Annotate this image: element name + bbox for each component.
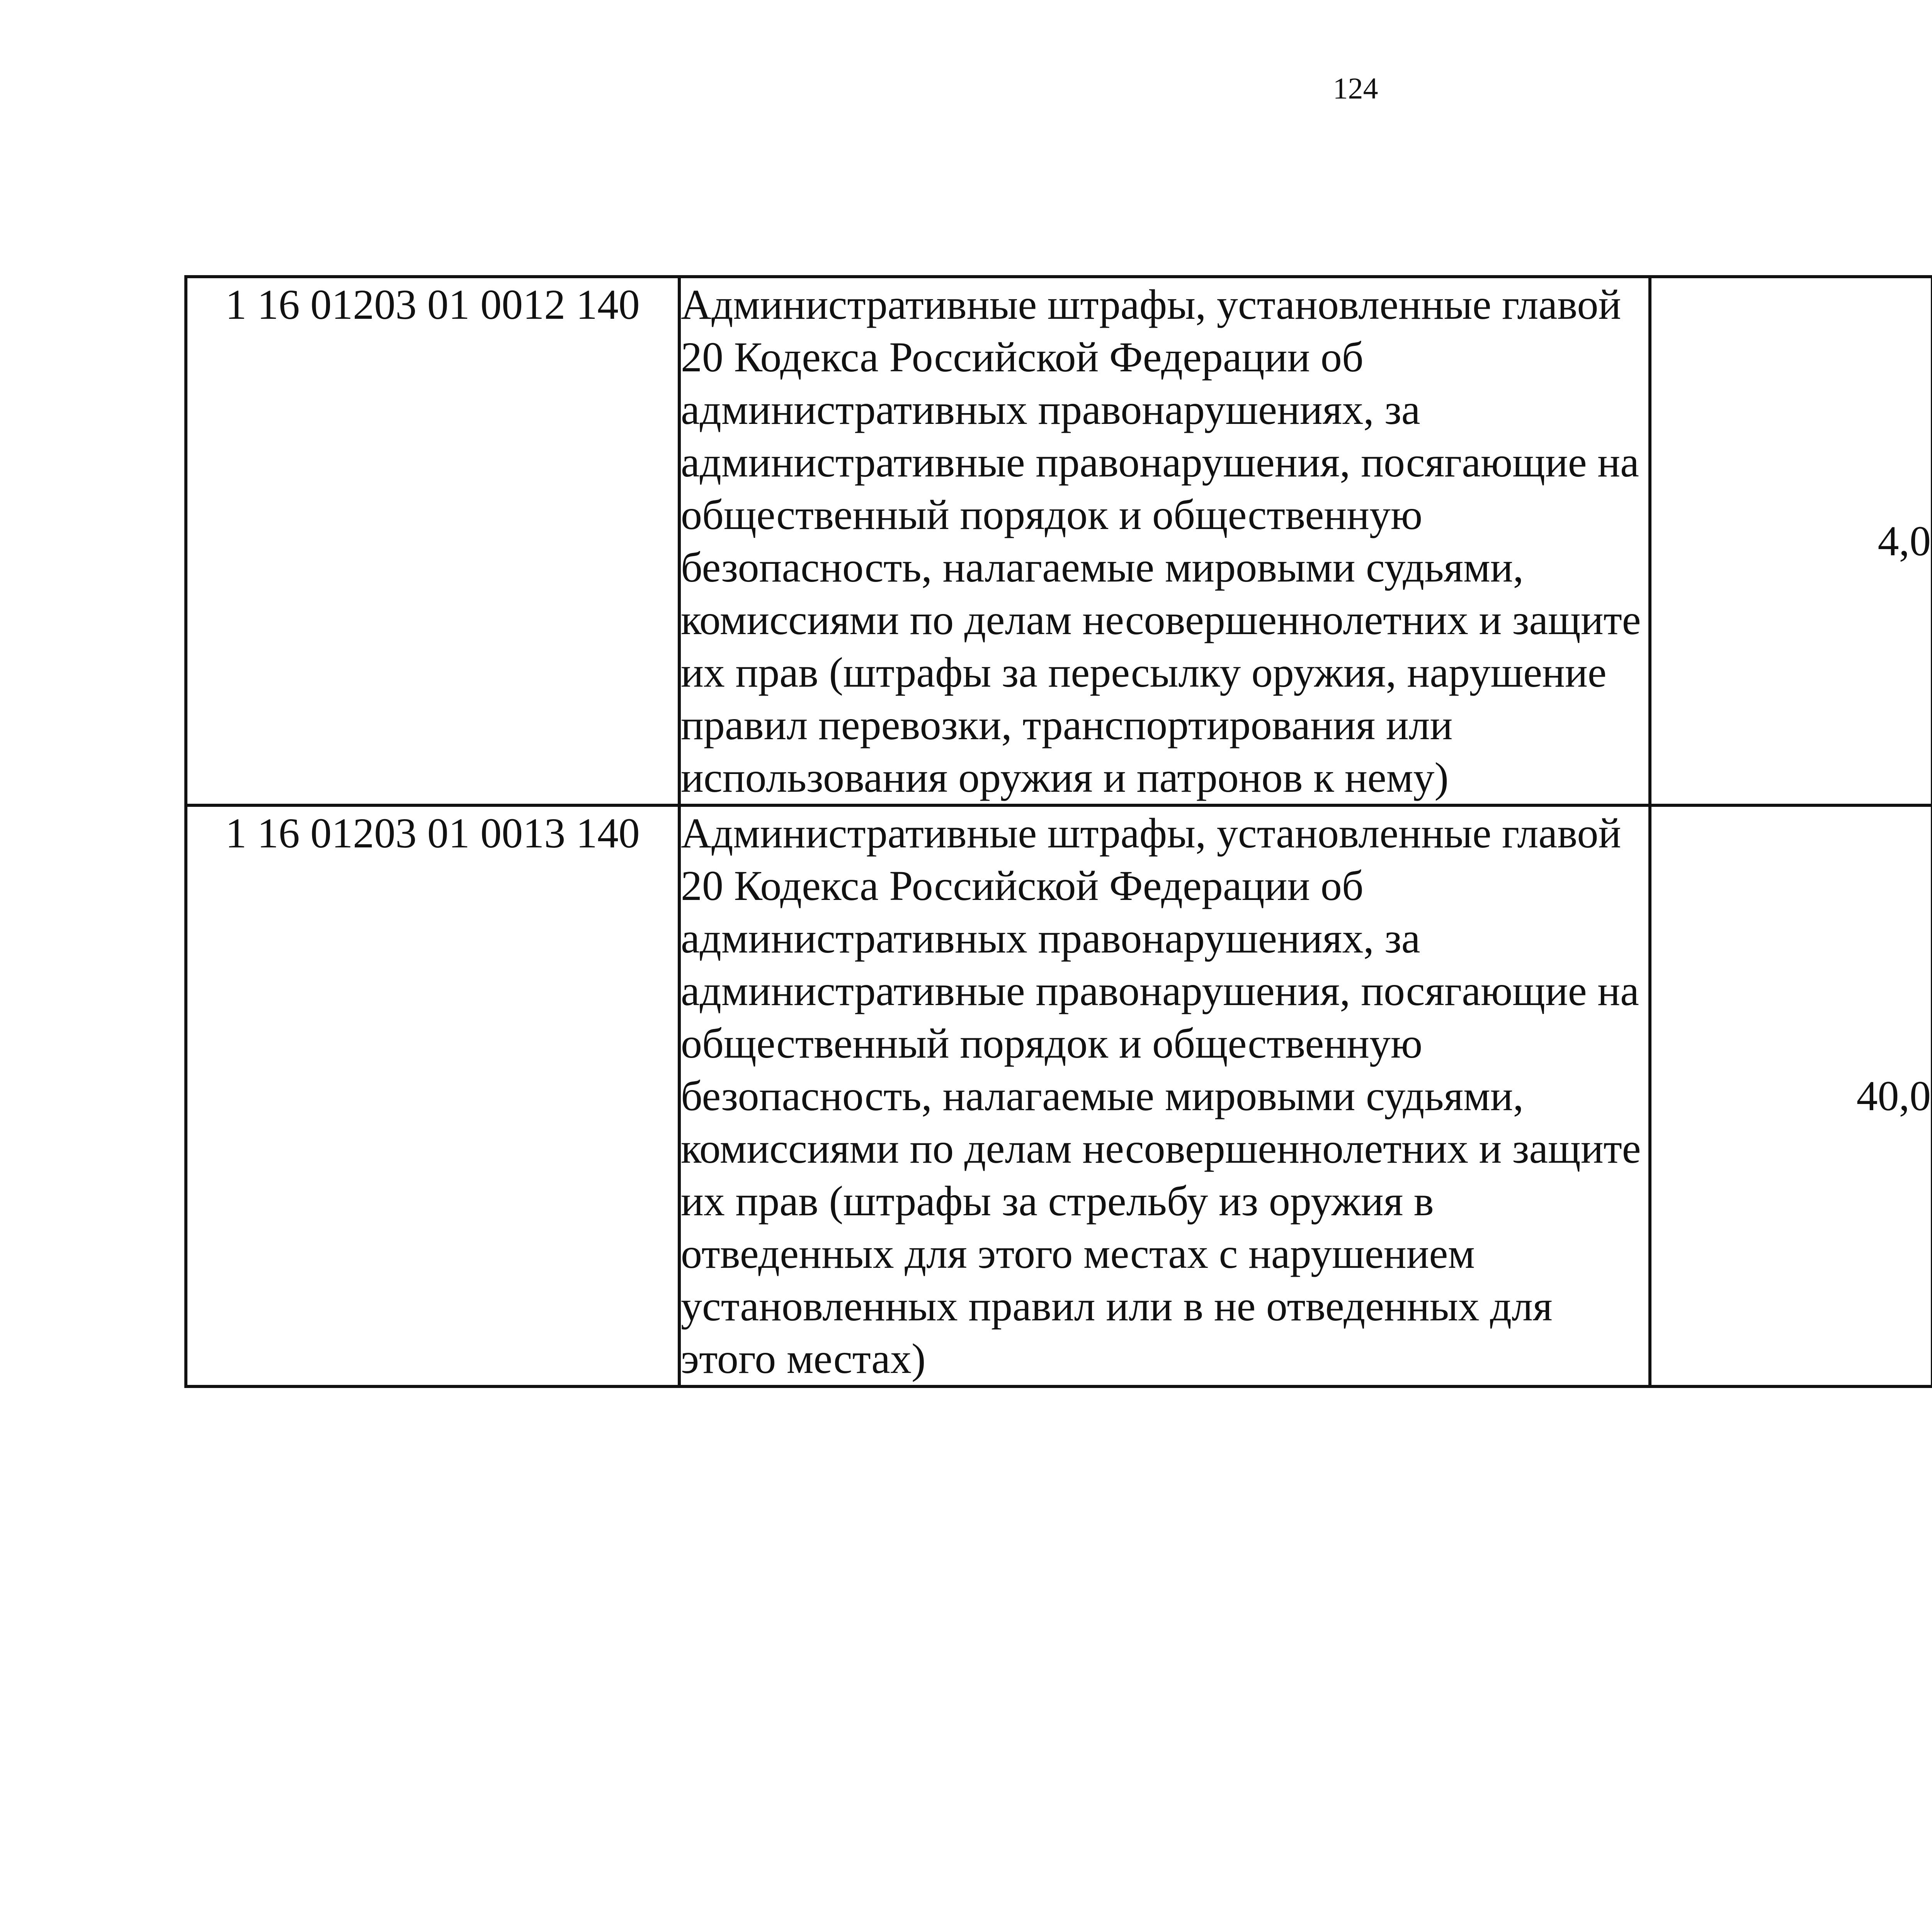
budget-code-cell: 1 16 01203 01 0012 140 (186, 277, 679, 805)
value-cell-1: 40,0 (1650, 805, 1932, 1386)
budget-table (184, 275, 1932, 1388)
page-number: 124 (1333, 71, 1378, 105)
table-row (186, 277, 1932, 805)
description-cell: Административные штрафы, установленные главой 20 Кодекса Российской Федерации об административных правонарушениях, за административные правонарушения, посягающие на общественный порядок и общественную безопасность, налагаемые мировыми судьями, комиссиями по делам несовершеннолетних и защите их прав (штрафы за стрельбу из оружия в отведенных для этого местах с нарушением установленных правил или в не отведенных для этого местах) (679, 805, 1650, 1386)
value-cell-1: 4,0 (1650, 277, 1932, 805)
table-row (186, 805, 1932, 1386)
budget-code-cell: 1 16 01203 01 0013 140 (186, 805, 679, 1386)
description-cell: Административные штрафы, установленные главой 20 Кодекса Российской Федерации об административных правонарушениях, за административные правонарушения, посягающие на общественный порядок и общественную безопасность, налагаемые мировыми судьями, комиссиями по делам несовершеннолетних и защите их прав (штрафы за пересылку оружия, нарушение правил перевозки, транспортирования или использования оружия и патронов к нему) (679, 277, 1650, 805)
